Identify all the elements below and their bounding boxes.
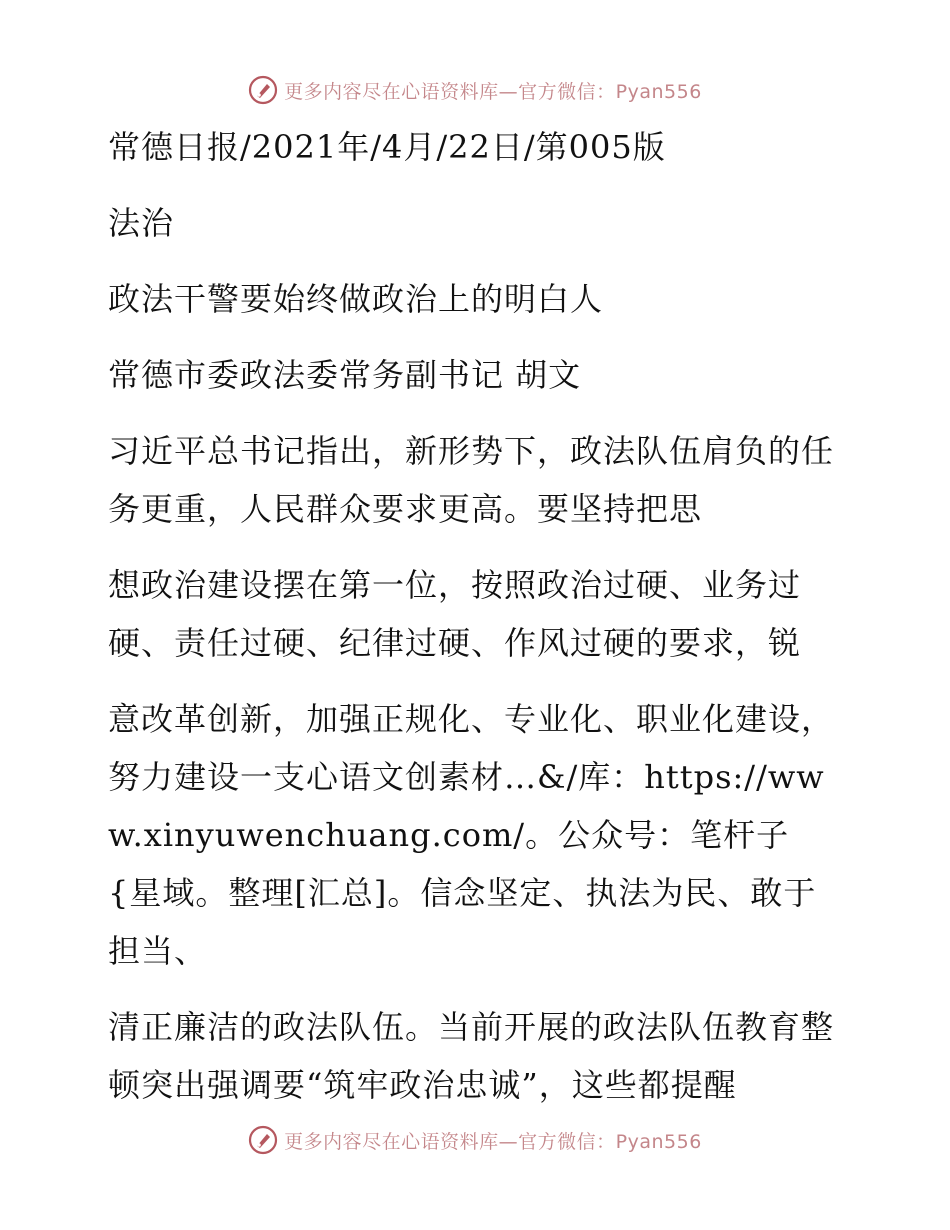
article-body [96, 118, 836, 1114]
pen-nib-logo-icon [248, 1125, 278, 1155]
pen-nib-logo-icon [248, 75, 278, 105]
watermark-banner-bottom [0, 1120, 950, 1160]
watermark-text: 更多内容尽在心语资料库—官方微信：Pyan556 [284, 80, 702, 103]
article-title: 政法干警要始终做政治上的明白人 [108, 280, 604, 318]
paragraph: 意改革创新，加强正规化、专业化、职业化建设，努力建设一支心语文创素材…&/库：https://www.xinyuwenchuang.com/。公众号：笔杆子{星域。整理[汇总]。信念坚定、执法为民、敢于担当、 [108, 700, 835, 970]
paragraph: 想政治建设摆在第一位，按照政治过硬、业务过硬、责任过硬、纪律过硬、作风过硬的要求，锐 [108, 566, 802, 662]
watermark-text: 更多内容尽在心语资料库—官方微信：Pyan556 [284, 1130, 702, 1153]
byline: 常德市委政法委常务副书记 胡文 [108, 356, 582, 394]
source-line: 常德日报/2021年/4月/22日/第005版 [108, 128, 666, 166]
paragraph: 清正廉洁的政法队伍。当前开展的政法队伍教育整顿突出强调要“筑牢政治忠诚”，这些都提醒 [108, 1008, 835, 1104]
watermark-banner-top [0, 70, 950, 110]
paragraph: 习近平总书记指出，新形势下，政法队伍肩负的任务更重，人民群众要求更高。要坚持把思 [108, 432, 835, 528]
section-label: 法治 [108, 204, 175, 242]
